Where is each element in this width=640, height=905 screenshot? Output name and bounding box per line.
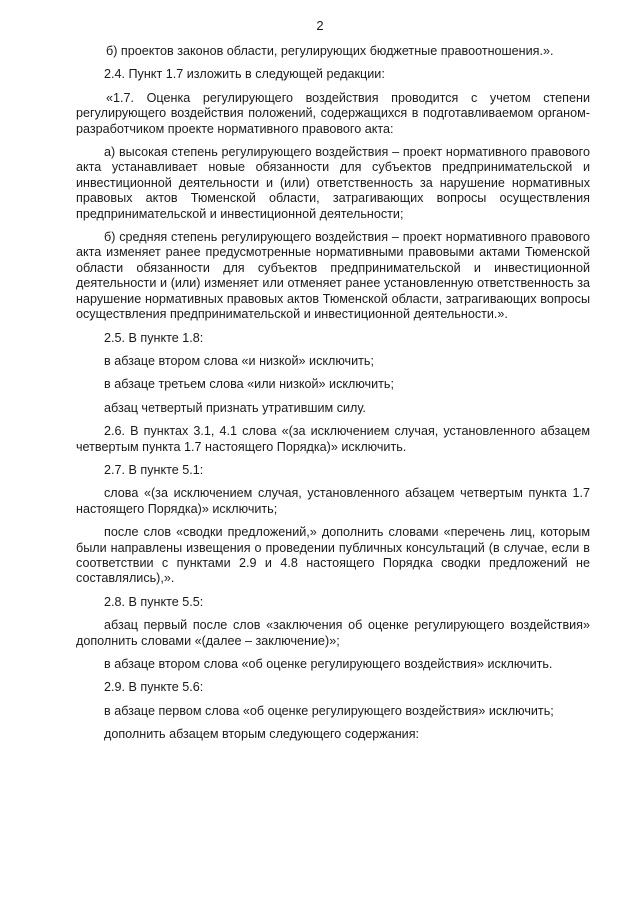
paragraph-2-6: 2.6. В пунктах 3.1, 4.1 слова «(за исключением случая, установленного абзацем четвертым пункта 1.7 настоящего Порядка)» исключить.: [76, 424, 590, 454]
paragraph-2-9-add: дополнить абзацем вторым следующего содержания:: [104, 727, 420, 742]
paragraph-2-5-fourth: абзац четвертый признать утратившим силу.: [104, 400, 366, 415]
paragraph-2-5-third: в абзаце третьем слова «или низкой» исключить;: [104, 377, 394, 392]
paragraph-2-5: 2.5. В пункте 1.8:: [104, 330, 204, 345]
paragraph-item-b-budget: б) проектов законов области, регулирующих бюджетные правоотношения.».: [106, 44, 554, 58]
paragraph-2-8-first: абзац первый после слов «заключения об оценке регулирующего воздействия» дополнить словами «(далее – заключение)»;: [76, 618, 590, 648]
paragraph-2-5-second: в абзаце втором слова «и низкой» исключить;: [104, 353, 374, 368]
paragraph-2-7-words: слова «(за исключением случая, установленного абзацем четвертым пункта 1.7 настоящего Порядка)» исключить;: [76, 486, 590, 516]
paragraph-2-8-second: в абзаце втором слова «об оценке регулирующего воздействия» исключить.: [104, 657, 553, 671]
paragraph-2-9-first: в абзаце первом слова «об оценке регулирующего воздействия» исключить;: [104, 703, 554, 718]
paragraph-medium-degree: б) средняя степень регулирующего воздействия – проект нормативного правового акта изменяет ранее предусмотренные нормативными правовыми актами Тюменской области обязанности для субъектов предпринимательской и инвестиционной деятельности и (или) изменяет или отменяет ранее установленную ответственность за нарушение нормативных правовых актов Тюменской области, затрагивающих вопросы осуществления предпринимательской и инвестиционной деятельности.».: [76, 230, 590, 322]
paragraph-2-4: 2.4. Пункт 1.7 изложить в следующей редакции:: [104, 67, 385, 82]
paragraph-high-degree: а) высокая степень регулирующего воздействия – проект нормативного правового акта устанавливает новые обязанности для субъектов предпринимательской и инвестиционной деятельности и (или) ответственность за нарушение нормативных правовых актов Тюменской области, затрагивающих вопросы осуществления предпринимательской и инвестиционной деятельности;: [76, 145, 590, 221]
paragraph-2-7: 2.7. В пункте 5.1:: [104, 462, 204, 477]
document-body: [76, 44, 590, 751]
paragraph-2-9: 2.9. В пункте 5.6:: [104, 680, 204, 695]
page-number: 2: [316, 18, 324, 33]
paragraph-2-7-after: после слов «сводки предложений,» дополнить словами «перечень лиц, которым были направлены извещения о проведении публичных консультаций (в случае, если в соответствии с пунктами 2.9 и 4.8 настоящего Порядка сводки предложений не составлялись),».: [76, 525, 590, 586]
paragraph-1-7-intro: «1.7. Оценка регулирующего воздействия проводится с учетом степени регулирующего воздействия положений, содержащихся в подготавливаемом органом-разработчиком проекте нормативного правового акта:: [76, 90, 590, 136]
paragraph-2-8: 2.8. В пункте 5.5:: [104, 594, 204, 609]
